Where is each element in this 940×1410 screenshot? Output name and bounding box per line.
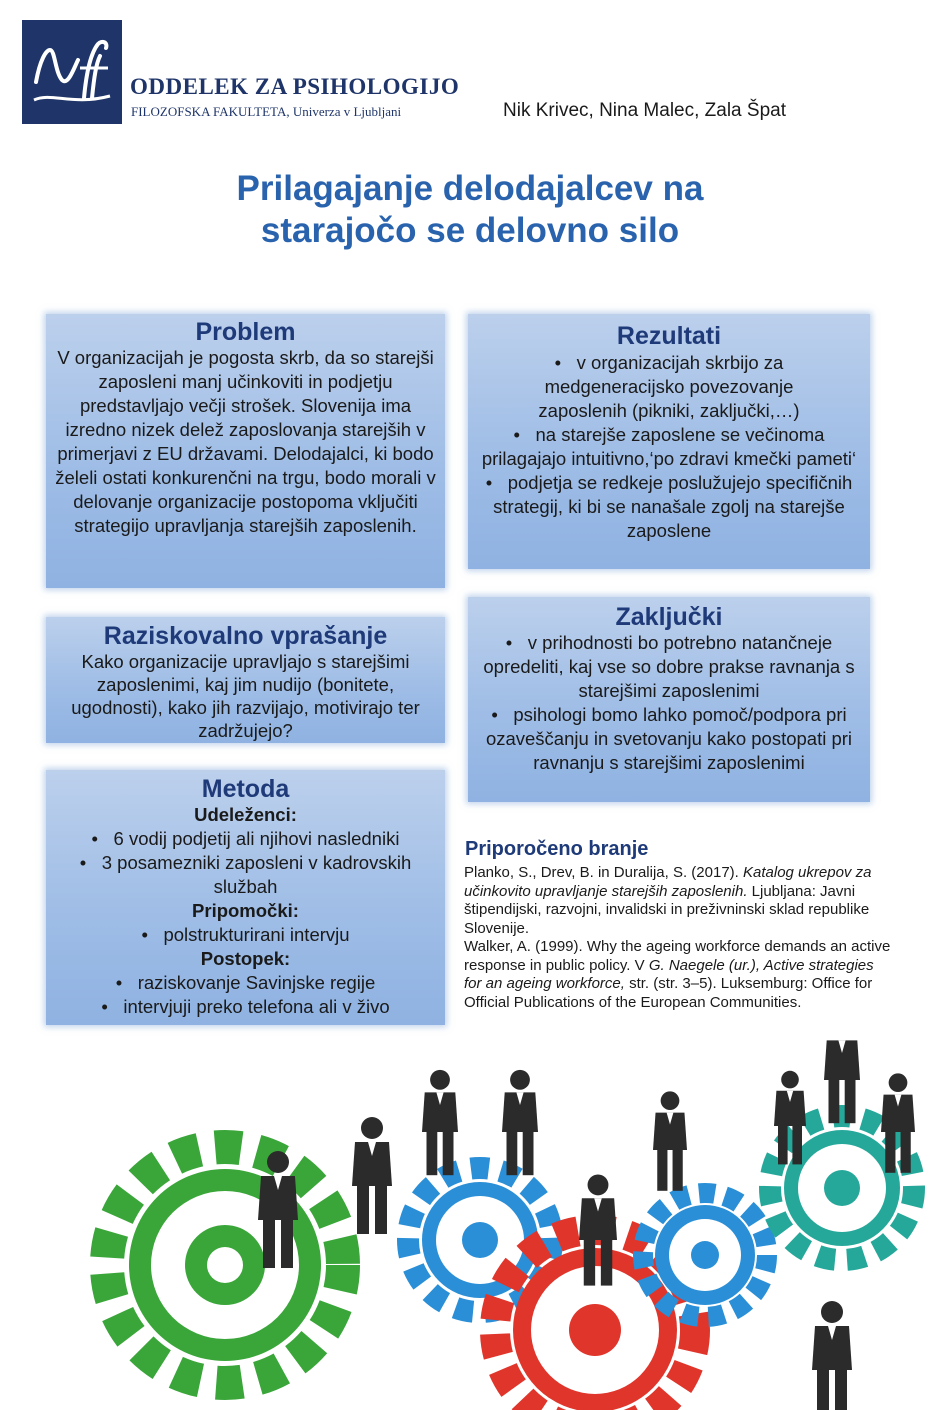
reading-heading: Priporočeno branje — [465, 838, 649, 860]
list-item: • v organizacijah skrbijo za medgeneracijsko povezovanje zaposlenih (pikniki, zaključki,…) — [472, 351, 866, 423]
results-heading: Rezultati — [616, 322, 722, 350]
green-gear-icon — [107, 1147, 343, 1383]
reading-references — [464, 864, 894, 1012]
tools-label: Pripomočki: — [192, 900, 299, 921]
reference-2 — [464, 938, 894, 1012]
tools-list — [54, 923, 437, 947]
conclusions-list — [470, 631, 868, 775]
participants-list — [54, 827, 437, 899]
method-heading: Metoda — [201, 775, 290, 803]
logo-mark — [22, 20, 122, 124]
poster-title — [0, 168, 940, 252]
list-item: • v prihodnosti bo potrebno natančneje opredeliti, kaj vse so dobre prakse ravnanja s starejšimi zaposlenimi — [470, 631, 868, 703]
problem-heading: Problem — [195, 318, 296, 346]
list-item: • psihologi bomo lahko pomoč/podpora pri ozaveščanju in svetovanju kako postopati pri ravnanju s starejšimi zaposlenimi — [470, 703, 868, 775]
method-box — [46, 770, 445, 1025]
research-question-box — [46, 617, 445, 743]
results-box — [468, 314, 870, 569]
department-name: ODDELEK ZA PSIHOLOGIJO — [130, 74, 460, 99]
problem-text: V organizacijah je pogosta skrb, da so starejši zaposleni manj učinkoviti in podjetju predstavljajo večji strošek. Slovenija ima izredno nizek delež zaposlovanja starejših v primerjavi z EU državami. Delodajalci, ki bodo želeli ostati konkurenčni na trgu, bodo morali v delovanje organizacije postopoma vključiti strategijo upravljanja starejših zaposlenih. — [55, 347, 436, 536]
small-blue-gear-icon — [643, 1193, 767, 1317]
reference-2-publisher: str. (str. 3–5). Luksemburg: Office for Official Publications of the European Communities. — [464, 975, 873, 1011]
research-question-text: Kako organizacije upravljajo s starejšimi zaposlenimi, kaj jim nudijo (bonitete, ugodnosti), kako jih razvijajo, motivirajo ter zadržujejo? — [71, 651, 420, 741]
list-item: • na starejše zaposlene se večinoma prilagajajo intuitivno,‘po zdravi kmečki pameti‘ — [472, 423, 866, 471]
reference-1 — [464, 864, 894, 938]
procedure-list — [54, 971, 437, 1019]
poster-title-line-2: starajočo se delovno silo — [260, 211, 680, 250]
list-item: • intervjuji preko telefona ali v živo — [54, 995, 437, 1019]
list-item: • polstrukturirani intervju — [54, 923, 437, 947]
reference-1-title: Katalog ukrepov za učinkovito upravljanje starejših zaposlenih. — [464, 864, 872, 900]
list-item: • 6 vodij podjetij ali njihovi nasledniki — [54, 827, 437, 851]
gears-illustration — [0, 1040, 940, 1410]
reference-1-publisher: Ljubljana: Javni štipendijski, razvojni, invalidski in preživninski sklad republike Slovenije. — [464, 882, 870, 937]
reference-2-authors: Walker, A. (1999). Why the ageing workforce demands an active response in public policy. V — [464, 938, 891, 974]
list-item: • raziskovanje Savinjske regije — [54, 971, 437, 995]
list-item: • 3 posamezniki zaposleni v kadrovskih službah — [54, 851, 437, 899]
department-subtitle: FILOZOFSKA FAKULTETA, Univerza v Ljubljani — [131, 104, 402, 119]
participants-label: Udeleženci: — [194, 804, 297, 825]
conclusions-box — [468, 597, 870, 802]
problem-box — [46, 314, 445, 588]
reference-2-source: G. Naegele (ur.), Active strategies for an ageing workforce, — [464, 956, 874, 992]
conclusions-heading: Zaključki — [615, 603, 723, 631]
authors: Nik Krivec, Nina Malec, Zala Špat — [503, 100, 786, 121]
list-item: • podjetja se redkeje poslužujejo specifičnih strategij, ki bi se nanašale zgolj na starejše zaposlene — [472, 471, 866, 543]
research-question-heading: Raziskovalno vprašanje — [103, 622, 388, 650]
procedure-label: Postopek: — [200, 948, 291, 969]
logo-mark-icon — [22, 20, 122, 124]
poster-title-line-1: Prilagajanje delodajalcev na — [236, 169, 704, 208]
results-list — [472, 351, 866, 543]
reference-1-authors: Planko, S., Drev, B. in Duralija, S. (2017). — [464, 864, 744, 881]
